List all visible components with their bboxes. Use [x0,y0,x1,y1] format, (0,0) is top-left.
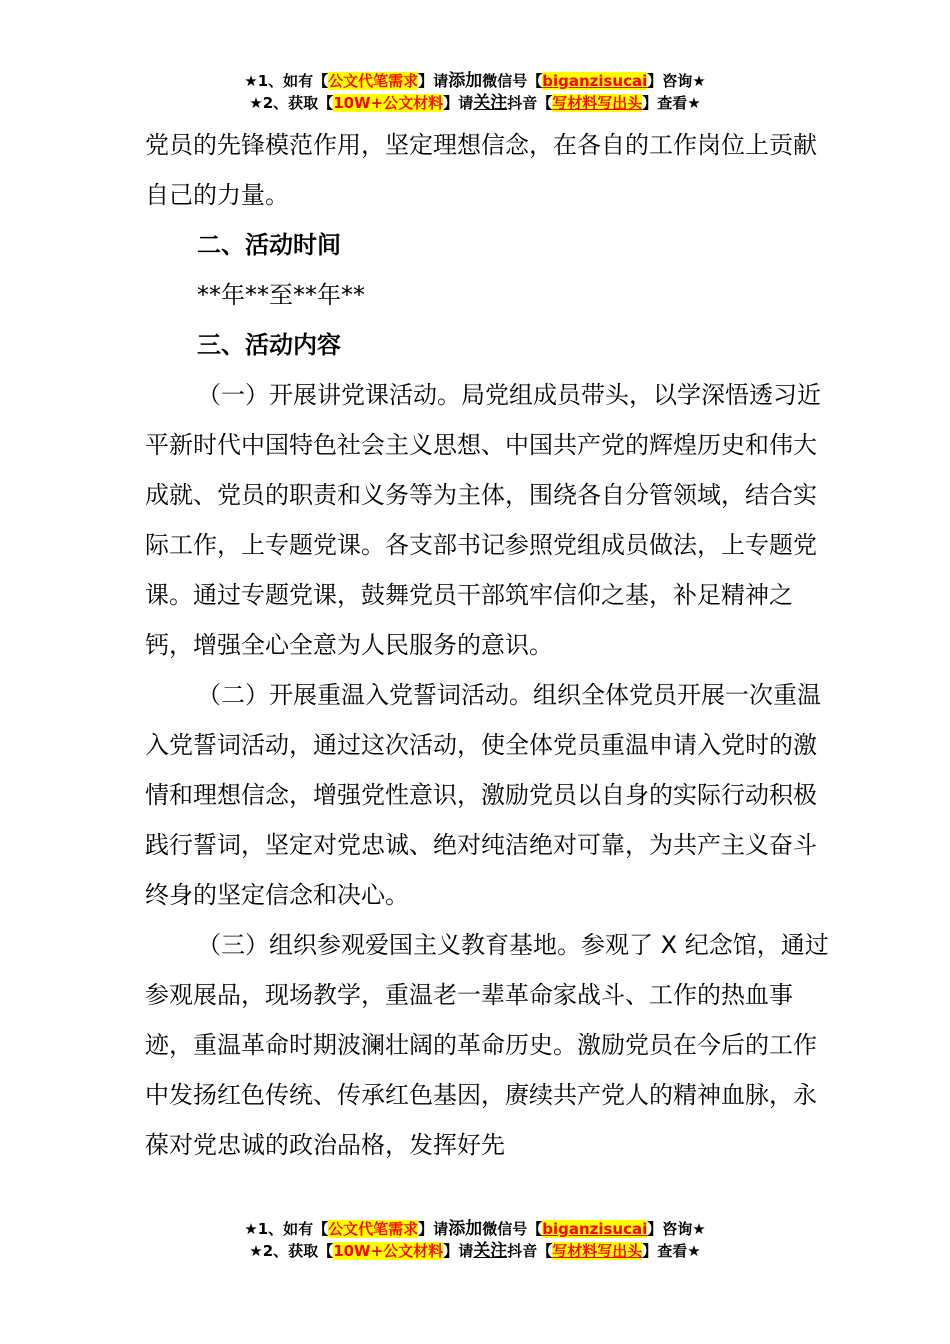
wechat-id: biganzisucai [542,1220,648,1238]
highlight-service: 公文代笔需求 [328,1220,419,1238]
douyin-account: 写材料写出头 [552,1242,643,1260]
paragraph-patriotic-base: （三）组织参观爱国主义教育基地。参观了 X 纪念馆，通过参观展品，现场教学，重温老一辈革命家战斗、工作的热血事迹，重温革命时期波澜壮阔的革命历史。激励党员在今后的工作中发扬红色传统、传承红色基因，赓续共产党人的精神血脉，永葆对党忠诚的政治品格，发挥好先 [145,931,829,1159]
footer-banner [0,1218,950,1262]
paragraph-oath: （二）开展重温入党誓词活动。组织全体党员开展一次重温入党誓词活动，通过这次活动，使全体党员重温申请入党时的激情和理想信念，增强党性意识，激励党员以自身的实际行动积极践行誓词，坚定对党忠诚、绝对纯洁绝对可靠，为共产主义奋斗终身的坚定信念和决心。 [145,681,821,909]
wechat-id: biganzisucai [542,72,648,90]
banner-line-1: ★1、如有【公文代笔需求】请添加微信号【biganzisucai】咨询★ [244,71,706,91]
paragraph-party-lecture: （一）开展讲党课活动。局党组成员带头，以学深悟透习近平新时代中国特色社会主义思想、中国共产党的辉煌历史和伟大成就、党员的职责和义务等为主体，围绕各自分管领域，结合实际工作，上专题党课。各支部书记参照党组成员做法，上专题党课。通过专题党课，鼓舞党员干部筑牢信仰之基，补足精神之钙，增强全心全意为人民服务的意识。 [145,381,821,659]
activity-time-value: **年**至**年** [197,281,365,309]
paragraph-intro: 党员的先锋模范作用，坚定理想信念，在各自的工作岗位上贡献自己的力量。 [145,131,817,209]
highlight-materials: 10W+公文材料 [333,1242,444,1260]
highlight-service: 公文代笔需求 [328,72,419,90]
highlight-materials: 10W+公文材料 [333,94,444,112]
banner-line-2: ★2、获取【10W+公文材料】请关注抖音【写材料写出头】查看★ [249,93,701,113]
header-banner [0,70,950,114]
document-body [145,120,835,1170]
banner-line-2: ★2、获取【10W+公文材料】请关注抖音【写材料写出头】查看★ [249,1241,701,1261]
heading-activity-time: 二、活动时间 [197,231,341,259]
heading-activity-content: 三、活动内容 [197,331,341,359]
douyin-account: 写材料写出头 [552,94,643,112]
banner-line-1: ★1、如有【公文代笔需求】请添加微信号【biganzisucai】咨询★ [244,1219,706,1239]
